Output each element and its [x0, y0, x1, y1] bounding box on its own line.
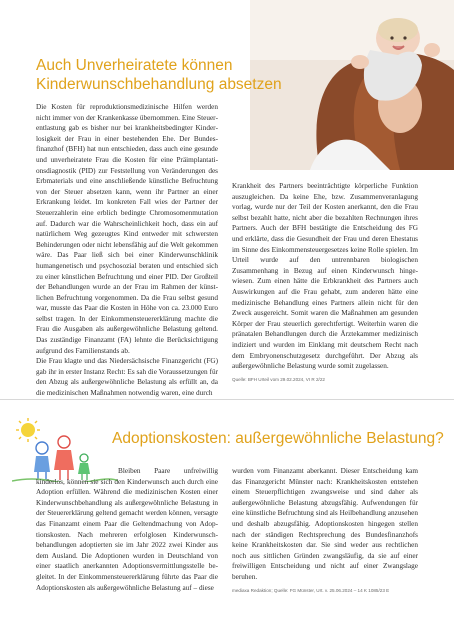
- section2-heading: Adoptionskosten: außergewöhnliche Belastung?: [112, 430, 444, 447]
- section1-heading: [36, 56, 286, 94]
- section1-left-paragraph2: Die Frau klagte und das Niedersächsische Finanzgericht (FG) gab ihr in erster Instanz Recht: Es sah die Voraussetzungen für den Abzug als außergewöhnliche Belastung als erfüllt an, da die medizinischen Maßnahmen notwendig waren, eine durch: [36, 357, 218, 398]
- section1-heading-line2: Kinderwunschbehandlung absetzen: [36, 76, 282, 93]
- section2-left-column: [36, 466, 218, 593]
- section1-heading-line1: Auch Unverheiratete können: [36, 57, 233, 74]
- section1-source: Quelle: BFH Urteil vom 29.02.2024, VI R 2/22: [232, 376, 325, 382]
- section2-left-first-line: Bleiben Paare unfreiwillig kinderlos,: [36, 467, 218, 486]
- section2-right-column: [232, 466, 418, 594]
- section2-source: mediaxa Redaktion; Quelle: FG Münster, Urt. v. 25.06.2024 – 14 K 1085/23 E: [232, 587, 390, 593]
- section1-left-column: [36, 102, 218, 399]
- section2-left-text: können sie sich den Kinderwunsch auch durch eine Adoption erfüllen. Während die medizinischen Kosten einer Kinderwunschbehandlung als außergewöhnliche Belastung in der Steuererklärung geltend gemacht werden können, versagte das Finanzamt einem Paar die Geltendmachung von Adoptionskosten. Nach mehreren erfolglosen Kinderwunschbehandlungen adoptierten sie im Jahr 2022 zwei Kinder aus dem Ausland. Die Adoptionen wurden in Deutschland von einer staatlich anerkannten Adoptionsvermittlungsstelle begleitet. In der Einkommensteuererklärung führte das Paar die Adoptionskosten als außergewöhnliche Belastung auf – diese: [36, 477, 219, 592]
- section1-right-paragraph: Krankheit des Partners beeinträchtigte körperliche Funktion auszugleichen. Da keine Ehe, bzw. Zusammenveranlagung vorlag, wurde nur der Teil der Kosten anerkannt, den die Frau selbst bezahlt hatte, nicht aber die bezahlten Rechnungen ihres Partners. Auch der BFH bestätigte die Entscheidung des FG und erklärte, dass die Gesundheit der Frau und deren Ehestatus im Sinne des Einkommensteuergesetzes keine Rolle spielen. Im Urteil wurde auf den untrennbaren biologischen Zusammenhang in Bezug auf einen Kinderwunsch hingewiesen. Zum einen hätte die Erbkrankheit des Partners auch Auswirkungen auf die Frau gehabt, zum anderen hätte eine medizinische Behandlung eines Partners allein nicht für den Zweck ausgereicht. Somit waren die Maßnahmen am gesunden Körper der Frau steuerlich gerechtfertigt. Weiterhin waren die pränatalen Behandlungen durch die Ärztekammer medizinisch indiziert und wurden im Einklang mit deutschem Recht nach dem Embryonenschutzgesetz durchgeführt. Der Abzug als außergewöhnliche Belastung wurde somit zugelassen.: [232, 182, 418, 371]
- section2-left-paragraph: [36, 466, 218, 593]
- section-divider: [0, 399, 454, 400]
- section1-left-paragraph1: Die Kosten für reproduktionsmedizinische Hilfen werden nicht immer von der Krankenkasse übernommen. Eine Steuerentlastung gab es bisher nur bei krankheitsbedingter Kinderlosigkeit der Frau in einer bestehenden Ehe. Der Bundesfinanzhof (BFH) hat nun entschieden, dass auch eine gesunde und unverheiratete Frau die Kosten für eine Präimplantationsdiagnostik (PID) zur Feststellung von Veränderungen des Erbmaterials und eine anschließende künstliche Befruchtung von der Steuer absetzen kann, wenn ihr Partner an einer Erkrankung leidet. Im konkreten Fall wies der Partner der Steuerzahlerin eine erblich bedingte Chromosomenmutation auf. Dadurch war die Wahrscheinlichkeit hoch, dass ein auf natürlichem Weg gezeugtes Kind entweder mit schwersten Behinderungen oder nicht lebensfähig auf die Welt gekommen wäre. Das Paar ließ sich bei einer Kinderwunschklinik humangenetisch und psychosozial beraten und entschied sich zu einer künstlichen Befruchtung und einer PID. Der Großteil der Behandlungen wurde an der Frau im Rahmen der künstlichen Befruchtung vorgenommen. Da die Frau selbst gesund war, musste das Paar die Kosten in Höhe von ca. 23.000 Euro selbst tragen. In der Einkommensteuererklärung machte die Frau die Ausgaben als außergewöhnliche Belastung geltend. Das zuständige Finanzamt (FA) lehnte die Berücksichtigung aufgrund des Familienstands ab.: [36, 103, 218, 355]
- section1-right-column: [232, 181, 418, 383]
- section2-right-paragraph: wurden vom Finanzamt aberkannt. Dieser Entscheidung kam das Finanzgericht Münster nach: Krankheitskosten entstehen einem Steuerpflichtigen zwangsweise und sind daher als außergewöhnliche Belastung abzugsfähig. Aufwendungen für eine künstliche Befruchtung sind als Heilbehandlung anzusehen und deshalb abzugsfähig. Adoptionskosten hingegen stellen nach der ständigen Rechtsprechung des Bundesfinanzhofs keine Krankheitskosten dar. Sie sind weder aus rechtlichen noch aus sittlichen Gründen zwangsläufig, da sie auf einer freiwilligen Entscheidung und nicht auf einer Zwangslage beruhen.: [232, 467, 418, 581]
